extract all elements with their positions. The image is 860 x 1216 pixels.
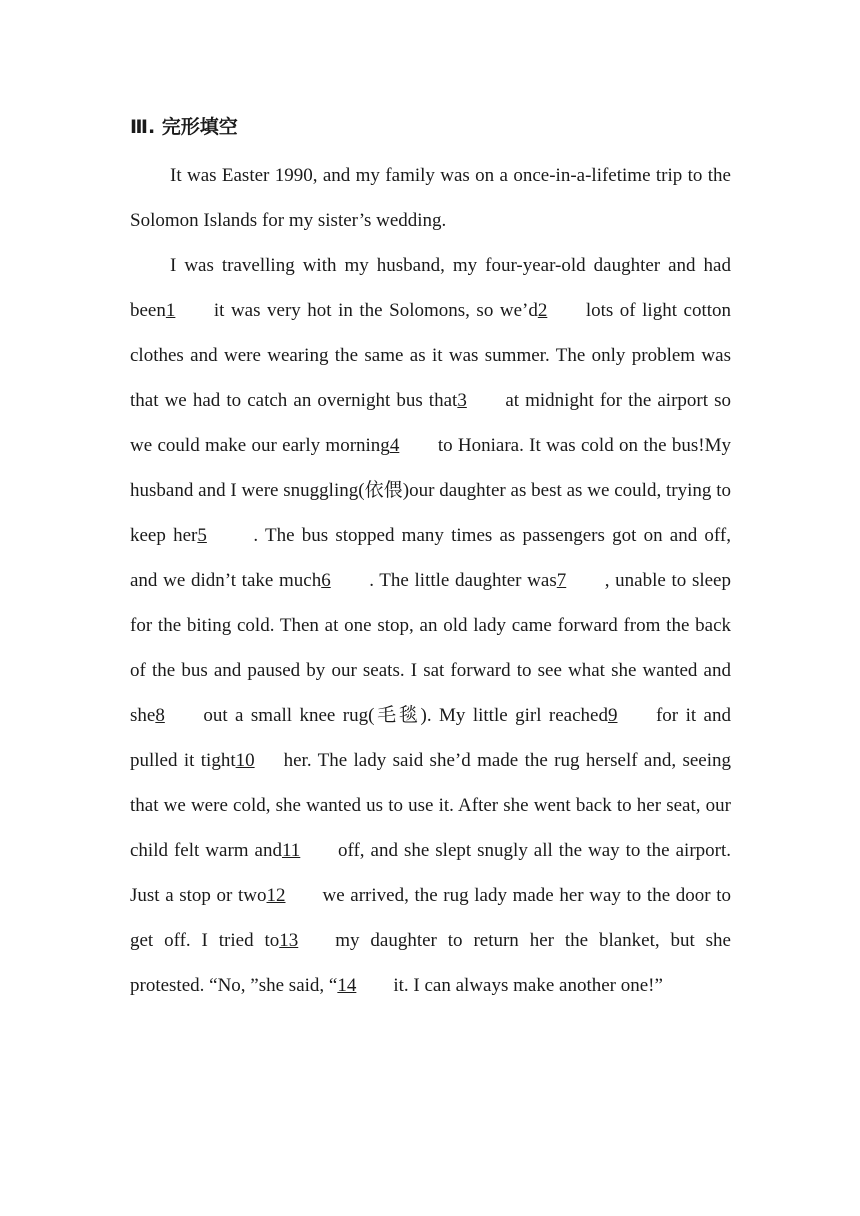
text-segment: I was travelling with my husband, my four-year-old daughter and had been xyxy=(130,255,731,321)
text-segment: at midnight for the airport so we could make our early morning xyxy=(130,390,732,456)
blank-14[interactable]: 14 xyxy=(337,975,357,996)
text-segment: it was very hot in the Solomons, so we’d xyxy=(213,300,538,321)
blank-10[interactable]: 10 xyxy=(235,750,255,771)
text-segment: to Honiara. It was cold on the bus!My husband and I were snuggling(依偎)our daughter as best as we could, trying to keep her xyxy=(130,435,731,546)
text-segment: my daughter to return her the blanket, but she protested. “No, ”she said, “ xyxy=(130,930,731,996)
text-segment: for it and pulled it tight xyxy=(130,705,731,771)
blank-5[interactable]: 5 xyxy=(197,525,207,546)
blank-13[interactable]: 13 xyxy=(279,930,299,951)
text-segment: lots of light cotton clothes and were wearing the same as it was summer. The only problem was that we had to catch an overnight bus that xyxy=(130,300,731,411)
paragraph-2 xyxy=(130,243,731,1008)
blank-1[interactable]: 1 xyxy=(165,300,176,321)
section-title: Ⅲ. 完形填空 xyxy=(130,116,238,138)
blank-8[interactable]: 8 xyxy=(155,705,165,726)
blank-11[interactable]: 11 xyxy=(281,840,301,861)
text-segment: . The bus stopped many times as passengers got on and off, and we didn’t take much xyxy=(130,525,731,591)
text-segment: it. I can always make another one!” xyxy=(393,975,663,996)
text-segment: out a small knee rug(毛毯). My little girl reached xyxy=(203,705,608,726)
text-segment: off, and she slept snugly all the way to the airport. Just a stop or two xyxy=(130,840,731,906)
paragraph-1-text: It was Easter 1990, and my family was on a once-in-a-lifetime trip to the Solomon Islands for my sister’s wedding. xyxy=(130,165,731,231)
blank-2[interactable]: 2 xyxy=(537,300,548,321)
blank-9[interactable]: 9 xyxy=(607,705,618,726)
blank-7[interactable]: 7 xyxy=(556,570,567,591)
paragraph-1 xyxy=(130,153,731,243)
document-page xyxy=(130,108,731,1008)
blank-4[interactable]: 4 xyxy=(389,435,400,456)
blank-6[interactable]: 6 xyxy=(321,570,331,591)
text-segment: we arrived, the rug lady made her way to the door to get off. I tried to xyxy=(130,885,731,951)
text-segment: , unable to sleep for the biting cold. Then at one stop, an old lady came forward from the back of the bus and paused by our seats. I sat forward to see what she wanted and she xyxy=(130,570,731,726)
blank-12[interactable]: 12 xyxy=(266,885,286,906)
text-segment: . The little daughter was xyxy=(369,570,557,591)
blank-3[interactable]: 3 xyxy=(457,390,467,411)
text-segment: her. The lady said she’d made the rug herself and, seeing that we were cold, she wanted us to use it. After she went back to her seat, our child felt warm and xyxy=(130,750,732,861)
